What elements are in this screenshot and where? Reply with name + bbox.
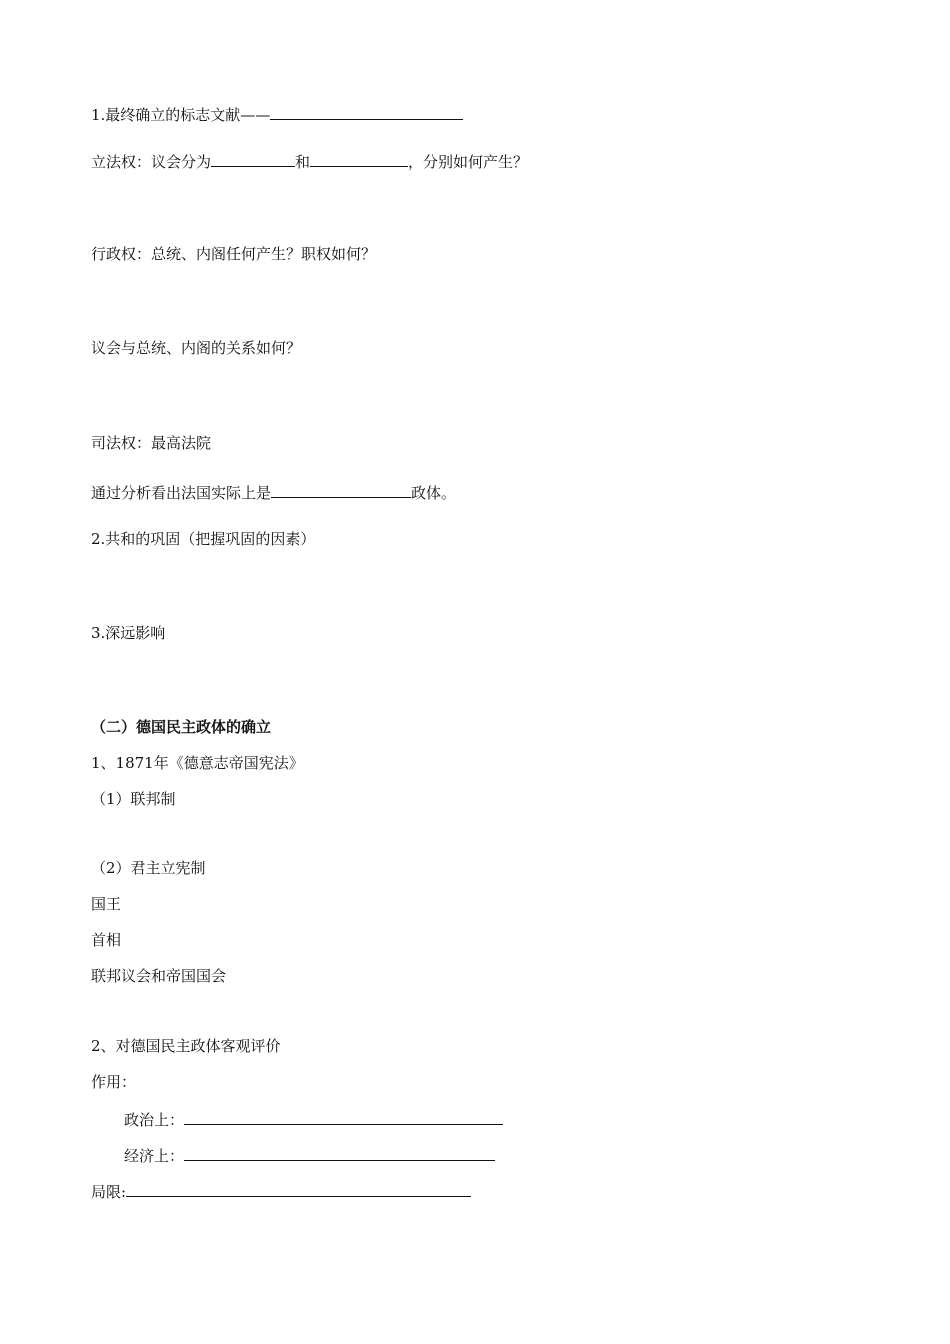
text-analysis: 通过分析看出法国实际上是 — [91, 484, 272, 502]
line-german-constitution: 1、1871年《德意志帝国宪法》 — [91, 754, 304, 772]
blank-limitation[interactable] — [126, 1180, 471, 1197]
text-economic: 经济上： — [124, 1147, 185, 1165]
line-effect: 作用： — [91, 1073, 137, 1091]
section-heading-germany: （二）德国民主政体的确立 — [91, 718, 272, 736]
blank-parliament-house-1[interactable] — [211, 150, 295, 167]
text-final-document: 1.最终确立的标志文献—— — [91, 106, 271, 124]
text-how-produced: ，分别如何产生？ — [408, 153, 529, 171]
blank-polity[interactable] — [271, 481, 411, 498]
text-limitation: 局限: — [91, 1183, 127, 1201]
blank-final-document[interactable] — [270, 103, 463, 120]
text-and: 和 — [295, 153, 311, 171]
line-federalism: （1）联邦制 — [91, 790, 176, 808]
line-king: 国王 — [91, 895, 122, 913]
line-final-document — [91, 103, 463, 125]
text-polity: 政体。 — [411, 484, 457, 502]
line-judicial: 司法权：最高法院 — [91, 434, 212, 452]
blank-political[interactable] — [184, 1108, 503, 1125]
text-legislative: 立法权：议会分为 — [91, 153, 212, 171]
line-limitation — [91, 1180, 471, 1202]
line-analysis — [91, 481, 456, 503]
line-consolidation: 2.共和的巩固（把握巩固的因素） — [91, 530, 316, 548]
line-political — [124, 1108, 503, 1130]
line-relation: 议会与总统、内阁的关系如何？ — [91, 339, 302, 357]
blank-parliament-house-2[interactable] — [310, 150, 408, 167]
text-political: 政治上： — [124, 1111, 185, 1129]
line-economic — [124, 1144, 495, 1166]
blank-economic[interactable] — [184, 1144, 495, 1161]
line-influence: 3.深远影响 — [91, 624, 166, 642]
line-constitutional-monarchy: （2）君主立宪制 — [91, 859, 206, 877]
line-evaluation: 2、对德国民主政体客观评价 — [91, 1037, 281, 1055]
line-legislative — [91, 150, 528, 172]
line-prime-minister: 首相 — [91, 931, 122, 949]
line-parliaments: 联邦议会和帝国国会 — [91, 967, 227, 985]
line-executive: 行政权：总统、内阁任何产生？职权如何？ — [91, 245, 377, 263]
